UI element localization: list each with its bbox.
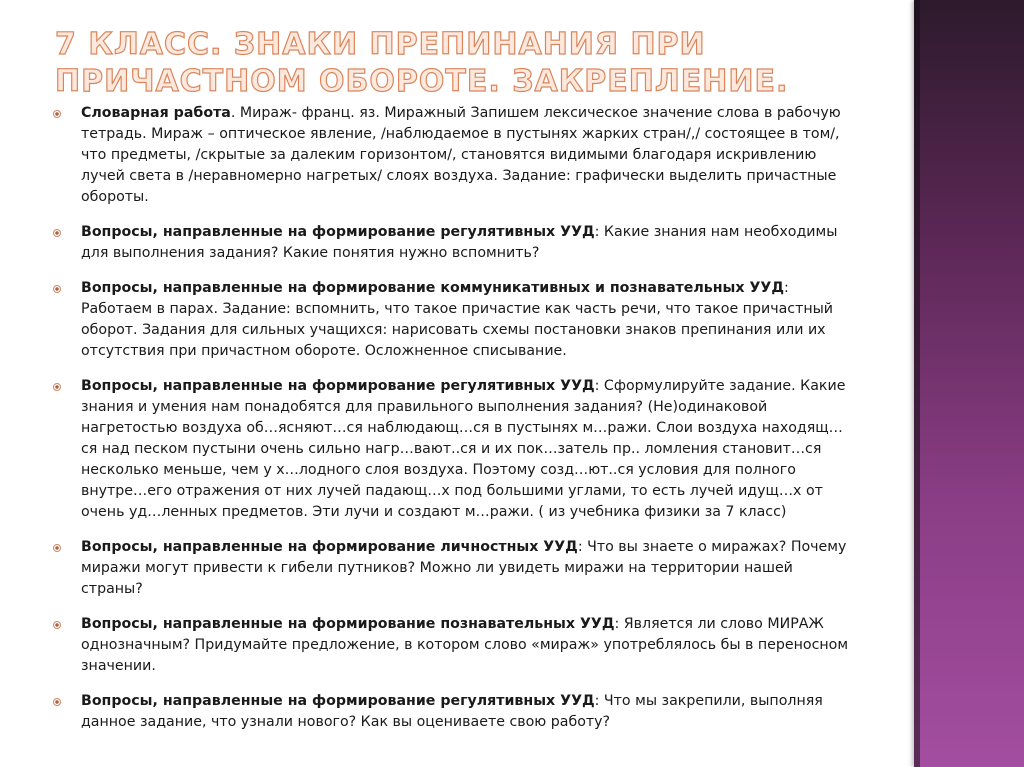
item-text: . Мираж- франц. яз. Миражный Запишем лексическое значение слова в рабочую тетрадь. Мираж – оптическое явление, /наблюдаемое в пустынях жарких стран/,/ состоящее в том/, что предметы, /скрытые за далеким горизонтом/, становятся видимыми благодаря искривлению лучей света в /неравномерно нагретых/ слоях воздуха. Задание: графически выделить причастные обороты. (81, 105, 841, 205)
item-text: : Что вы знаете о миражах? Почему миражи могут привести к гибели путников? Можно ли увидеть миражи на территории нашей страны? (81, 539, 847, 597)
item-lead: Вопросы, направленные на формирование познавательных УУД (81, 616, 615, 632)
bullet-icon (53, 383, 61, 391)
item-text: : Что мы закрепили, выполняя данное задание, что узнали нового? Как вы оцениваете свою работу? (81, 693, 823, 730)
slide-title: 7 КЛАСС. ЗНАКИ ПРЕПИНАНИЯ ПРИ ПРИЧАСТНОМ ОБОРОТЕ. ЗАКРЕПЛЕНИЕ. (55, 27, 789, 99)
item-lead: Вопросы, направленные на формирование личностных УУД (81, 539, 578, 555)
item-text: : Сформулируйте задание. Какие знания и умения нам понадобятся для правильного выполнения задания? (Не)одинаковой нагретостью воздуха об…ясняют…ся наблюдающ…ся в пустынях м…ражи. Слои воздуха находящ…ся над песком пустыни очень сильно нагр…вают..ся и их пок…затель пр.. ломления становит…ся несколько меньше, чем у х…лодного слоя воздуха. Поэтому созд…ют..ся условия для полного внутре…его отражения от них лучей падающ…х под большими углами, то есть лучей идущ…х от очень уд…ленных предметов. Эти лучи и создают м…ражи. ( из учебника физики за 7 класс) (81, 378, 846, 520)
list-item (50, 614, 850, 677)
bullet-icon (53, 110, 61, 118)
item-lead: Словарная работа (81, 105, 231, 121)
decorative-side-band (914, 0, 1024, 767)
item-lead: Вопросы, направленные на формирование регулятивных УУД (81, 693, 595, 709)
list-item (50, 222, 850, 264)
item-lead: Вопросы, направленные на формирование регулятивных УУД (81, 378, 595, 394)
list-item (50, 537, 850, 600)
item-lead: Вопросы, направленные на формирование коммуникативных и познавательных УУД (81, 280, 784, 296)
list-item (50, 376, 850, 523)
bullet-list (50, 103, 850, 747)
bullet-icon (53, 285, 61, 293)
item-text: : Работаем в парах. Задание: вспомнить, что такое причастие как часть речи, что такое причастный оборот. Задания для сильных учащихся: нарисовать схемы постановки знаков препинания или их отсутствия при причастном обороте. Осложненное списывание. (81, 280, 834, 359)
bullet-icon (53, 229, 61, 237)
bullet-icon (53, 544, 61, 552)
item-lead: Вопросы, направленные на формирование регулятивных УУД (81, 224, 595, 240)
item-text: : Является ли слово МИРАЖ однозначным? Придумайте предложение, в котором слово «мираж» употреблялось бы в переносном значении. (81, 616, 849, 674)
list-item (50, 103, 850, 208)
bullet-icon (53, 698, 61, 706)
item-text: : Какие знания нам необходимы для выполнения задания? Какие понятия нужно вспомнить? (81, 224, 838, 261)
list-item (50, 691, 850, 733)
bullet-icon (53, 621, 61, 629)
list-item (50, 278, 850, 362)
